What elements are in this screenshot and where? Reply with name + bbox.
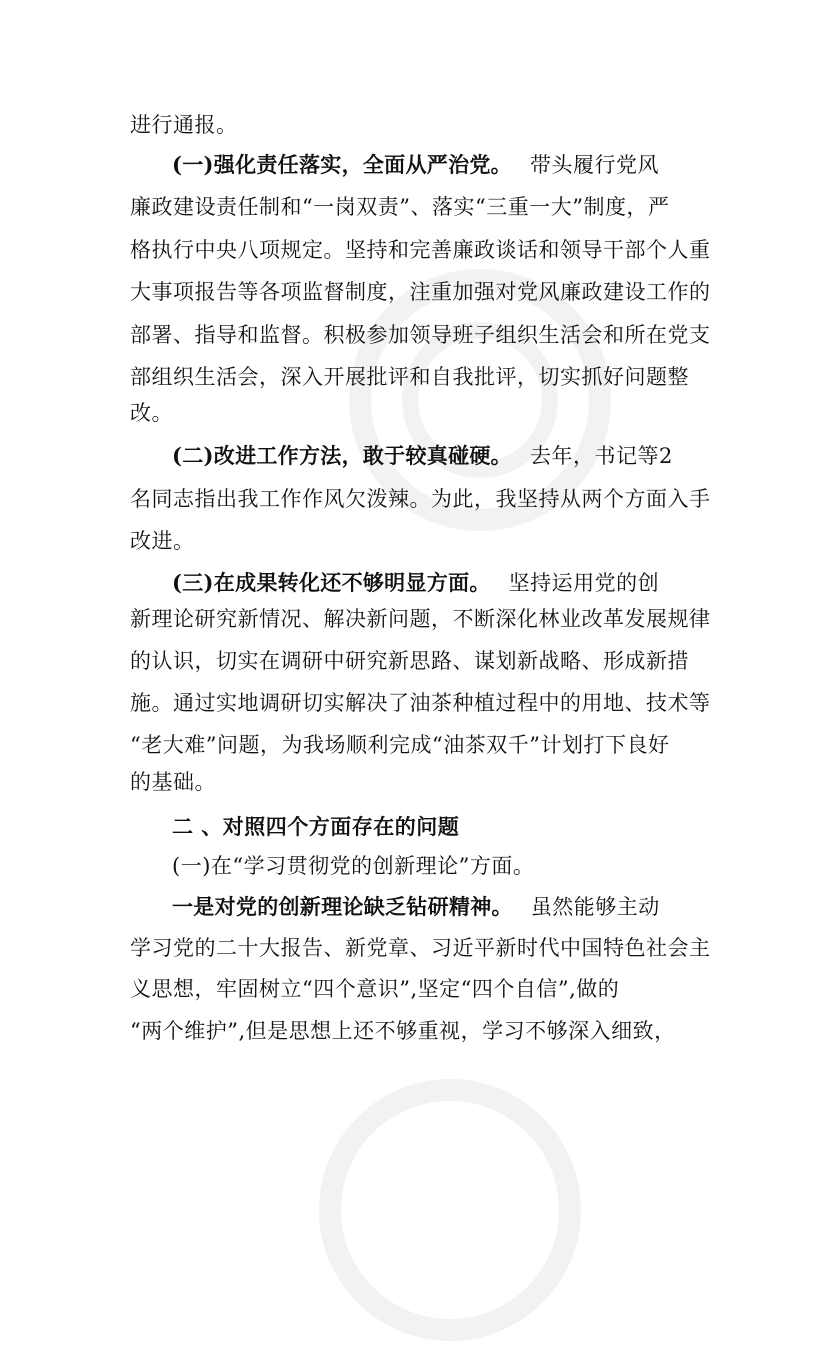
paragraph-line: 学习党的二十大报告、新党章、习近平新时代中国特色社会主 xyxy=(130,936,711,960)
paragraph-line: 的基础。 xyxy=(130,770,216,794)
paragraph-text: 虽然能够主动 xyxy=(530,895,660,919)
paragraph-line: 施。通过实地调研切实解决了油茶种植过程中的用地、技术等 xyxy=(130,691,711,715)
paragraph-line: 名同志指出我工作作风欠泼辣。为此，我坚持从两个方面入手 xyxy=(130,487,711,511)
paragraph-heading: (三)在成果转化还不够明显方面。 xyxy=(172,570,491,595)
paragraph-text: 坚持运用党的创 xyxy=(508,571,660,595)
paragraph-first-line xyxy=(172,569,659,597)
paragraph-line: 的认识，切实在调研中研究新思路、谋划新战略、形成新措 xyxy=(130,649,689,673)
paragraph-line: 部组织生活会，深入开展批评和自我批评，切实抓好问题整 xyxy=(130,365,689,389)
paragraph-heading: (二)改进工作方法，敢于较真碰硬。 xyxy=(172,443,512,468)
paragraph-heading: 一是对党的创新理论缺乏钻研精神。 xyxy=(172,894,513,919)
paragraph-line: “两个维护”,但是思想上还不够重视，学习不够深入细致， xyxy=(130,1019,676,1043)
paragraph-line: 新理论研究新情况、解决新问题，不断深化林业改革发展规律 xyxy=(130,607,711,631)
paragraph-line: 格执行中央八项规定。坚持和完善廉政谈话和领导干部个人重 xyxy=(130,238,711,262)
paragraph-line: 义思想，牢固树立“四个意识”,坚定“四个自信”,做的 xyxy=(130,977,620,1001)
paragraph-first-line xyxy=(172,151,659,179)
subsection-title: (一)在“学习贯彻党的创新理论”方面。 xyxy=(172,854,535,878)
paragraph-line: “老大难”问题，为我场顺利完成“油茶双千”计划打下良好 xyxy=(130,733,670,757)
paragraph-line: 改进。 xyxy=(130,529,195,553)
watermark-icon xyxy=(300,1060,600,1360)
paragraph-line: 改。 xyxy=(130,401,173,425)
paragraph-first-line xyxy=(172,442,673,470)
paragraph-line: 廉政建设责任制和“一岗双责”、落实“三重一大”制度，严 xyxy=(130,195,670,219)
paragraph-text: 带头履行党风 xyxy=(529,153,659,177)
paragraph-line: 大事项报告等各项监督制度，注重加强对党风廉政建设工作的 xyxy=(130,280,711,304)
paragraph-first-line xyxy=(172,893,660,921)
paragraph-line: 进行通报。 xyxy=(130,113,238,137)
paragraph-text: 去年，书记等2 xyxy=(529,444,673,468)
section-title: 二 、对照四个方面存在的问题 xyxy=(172,815,460,839)
paragraph-heading: (一)强化责任落实，全面从严治党。 xyxy=(172,152,512,177)
paragraph-line: 部署、指导和监督。积极参加领导班子组织生活会和所在党支 xyxy=(130,323,711,347)
